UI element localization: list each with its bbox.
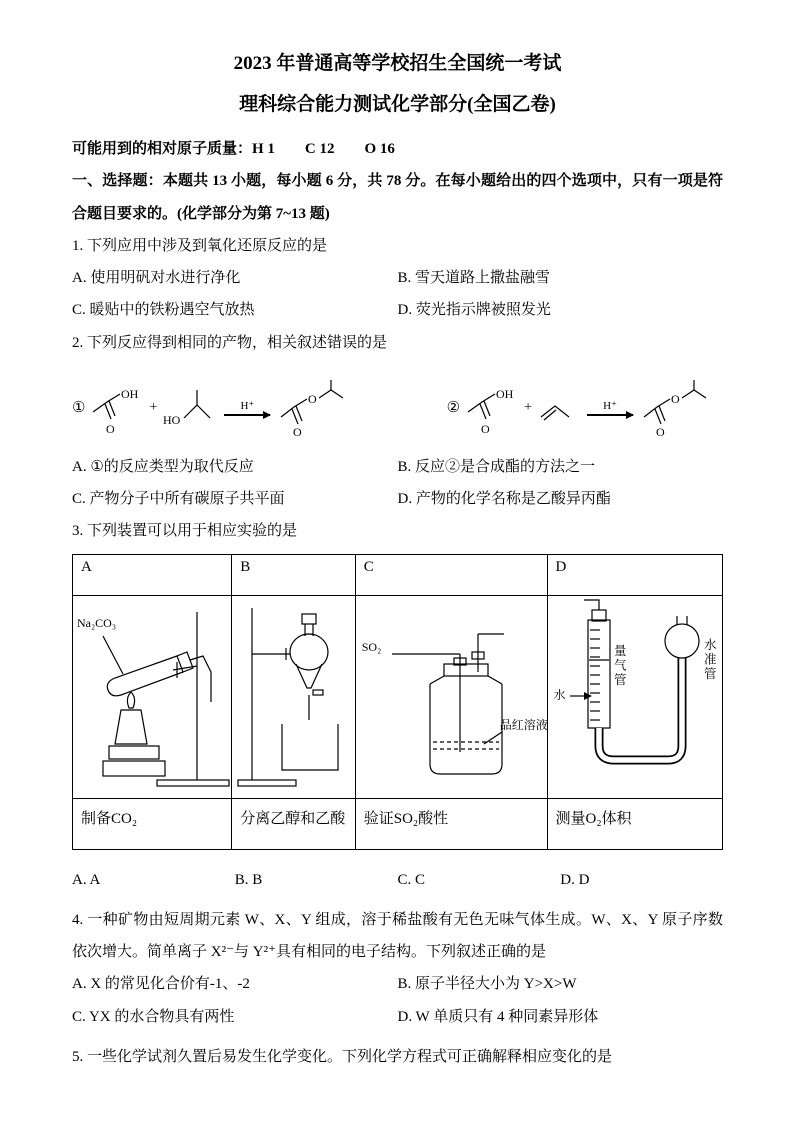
scheme1-number: ① bbox=[72, 400, 86, 417]
q4-option-d: D. W 单质只有 4 种同素异形体 bbox=[397, 1008, 599, 1025]
catalyst-label: H⁺ bbox=[240, 399, 255, 412]
table-image-row bbox=[73, 595, 723, 798]
block bbox=[103, 761, 165, 776]
oh-label: OH bbox=[496, 386, 514, 401]
o2-measuring-drawing bbox=[548, 596, 722, 798]
delivery-tube bbox=[584, 600, 599, 610]
fuchsin-solution-label: 品红溶液 bbox=[499, 717, 548, 732]
arrow-icon bbox=[587, 414, 633, 416]
leveling-tube-label: 水准管 bbox=[702, 637, 717, 681]
label-pointer bbox=[103, 636, 123, 674]
bottle-stopper bbox=[444, 664, 488, 676]
isopropyl-acetate-structure bbox=[641, 379, 723, 437]
q2-options-row-1 bbox=[72, 451, 723, 483]
stand-base bbox=[238, 780, 296, 786]
so2-label: SO₂ bbox=[361, 639, 382, 654]
atomic-mass-note: 可能用到的相对原子质量：H 1 C 12 O 16 bbox=[72, 141, 395, 157]
o-label: O bbox=[481, 421, 490, 436]
apparatus-d-gas-measuring bbox=[548, 596, 723, 798]
block bbox=[109, 746, 159, 759]
q3-stem: 3. 下列装置可以用于相应实验的是 bbox=[72, 523, 298, 540]
catalyst-label: H⁺ bbox=[603, 399, 617, 412]
column-header-a: A bbox=[73, 554, 232, 595]
apparatus-c-gas-washing-bottle bbox=[356, 596, 547, 798]
o-label: O bbox=[671, 391, 680, 406]
q2-option-c: C. 产物分子中所有碳原子共平面 bbox=[72, 491, 285, 507]
plus-sign: + bbox=[524, 399, 532, 415]
q2-option-b: B. 反应②是合成酯的方法之一 bbox=[397, 458, 596, 475]
o-label: O bbox=[656, 424, 665, 437]
q2-option-a: A. ①的反应类型为取代反应 bbox=[72, 458, 254, 475]
stopper bbox=[592, 610, 606, 621]
q2-scheme-2 bbox=[447, 379, 723, 437]
arrow-icon bbox=[224, 414, 270, 416]
stopcock bbox=[313, 690, 323, 695]
water-label: 水 bbox=[553, 687, 566, 702]
table-header-row bbox=[73, 554, 723, 595]
ho-label: HO bbox=[163, 412, 181, 427]
caption-d: 测量O₂体积 bbox=[547, 798, 723, 849]
separating-funnel-drawing bbox=[232, 596, 354, 798]
reaction-arrow bbox=[224, 400, 270, 416]
q2-option-d: D. 产物的化学名称是乙酸异丙酯 bbox=[397, 491, 611, 507]
test-tube bbox=[107, 656, 183, 696]
section-note: 一、选择题：本题共 13 小题，每小题 6 分，共 78 分。在每小题给出的四个选项中，只有一项是符合题目要求的。(化学部分为第 7~13 题) bbox=[72, 173, 723, 222]
q4-options-row-1 bbox=[72, 968, 723, 1000]
gas-bottle bbox=[430, 684, 502, 774]
q1-option-d: D. 荧光指示牌被照发光 bbox=[397, 302, 551, 319]
column-header-c: C bbox=[355, 554, 547, 595]
q4-option-b: B. 原子半径大小为 Y>X>W bbox=[397, 976, 577, 993]
caption-c: 验证SO₂酸性 bbox=[355, 798, 547, 849]
q3-option-d: D. D bbox=[560, 871, 590, 888]
isopropyl-acetate-structure bbox=[278, 379, 360, 437]
acetic-acid-structure bbox=[90, 379, 144, 437]
delivery-tube bbox=[190, 656, 211, 702]
apparatus-a-co2-preparation bbox=[73, 596, 231, 798]
q2-stem: 2. 下列反应得到相同的产物，相关叙述错误的是 bbox=[72, 334, 388, 351]
column-header-d: D bbox=[547, 554, 723, 595]
acetic-acid-structure bbox=[465, 379, 519, 437]
apparatus-b-separating-funnel bbox=[232, 596, 355, 798]
q2-options-row-2 bbox=[72, 483, 723, 515]
q1-option-a: A. 使用明矾对水进行净化 bbox=[72, 270, 241, 286]
plus-sign: + bbox=[149, 399, 158, 415]
q4-options-row-2 bbox=[72, 1001, 723, 1033]
q5-stem: 5. 一些化学试剂久置后易发生化学变化。下列化学方程式可正确解释相应变化的是 bbox=[72, 1048, 613, 1065]
q3-option-a: A. A bbox=[72, 871, 101, 888]
o-label: O bbox=[293, 424, 303, 437]
measuring-tube bbox=[588, 620, 610, 728]
exam-subtitle: 理科综合能力测试化学部分(全国乙卷) bbox=[239, 93, 556, 115]
beaker bbox=[282, 724, 338, 770]
q3-answer-options bbox=[72, 864, 723, 896]
na2co3-label: Na₂CO₃ bbox=[77, 615, 117, 630]
stopper bbox=[302, 614, 316, 624]
q1-options-row-1 bbox=[72, 262, 723, 294]
isopropanol-structure bbox=[162, 384, 216, 432]
flame bbox=[127, 692, 134, 708]
q1-options-row-2 bbox=[72, 294, 723, 326]
q4-option-a: A. X 的常见化合价有-1、-2 bbox=[72, 976, 250, 993]
q1-stem: 1. 下列应用中涉及到氧化还原反应的是 bbox=[72, 237, 328, 254]
q3-apparatus-table bbox=[72, 554, 723, 850]
q3-option-b: B. B bbox=[234, 871, 263, 888]
q1-option-c: C. 暖贴中的铁粉遇空气放热 bbox=[72, 302, 255, 319]
scheme2-number: ② bbox=[446, 400, 461, 417]
propene-structure bbox=[537, 387, 579, 429]
caption-b: 分离乙醇和乙酸 bbox=[232, 798, 356, 849]
leveling-bulb bbox=[665, 624, 699, 658]
alcohol-lamp bbox=[115, 710, 147, 744]
gas-tube-label: 量气管 bbox=[612, 643, 627, 687]
q1-option-b: B. 雪天道路上撒盐融雪 bbox=[397, 270, 551, 286]
exam-title: 2023 年普通高等学校招生全国统一考试 bbox=[233, 53, 562, 74]
q2-scheme-1 bbox=[72, 379, 360, 437]
o-label: O bbox=[106, 421, 116, 436]
column-header-b: B bbox=[232, 554, 356, 595]
caption-a: 制备CO₂ bbox=[73, 798, 232, 849]
q4-option-c: C. YX 的水合物具有两性 bbox=[72, 1008, 235, 1025]
oh-label: OH bbox=[121, 386, 139, 401]
reaction-arrow bbox=[587, 400, 633, 416]
table-caption-row bbox=[73, 798, 723, 849]
stand-base bbox=[157, 780, 229, 786]
q3-option-c: C. C bbox=[397, 871, 426, 888]
so2-apparatus-drawing bbox=[356, 596, 550, 798]
q4-stem: 4. 一种矿物由短周期元素 W、X、Y 组成，溶于稀盐酸有无色无味气体生成。W、X、Y 原子序数依次增大。简单离子 X²⁻与 Y²⁺具有相同的电子结构。下列叙述正确的是 bbox=[72, 911, 723, 960]
q2-reaction-schemes bbox=[72, 369, 723, 447]
o-label: O bbox=[308, 391, 318, 406]
